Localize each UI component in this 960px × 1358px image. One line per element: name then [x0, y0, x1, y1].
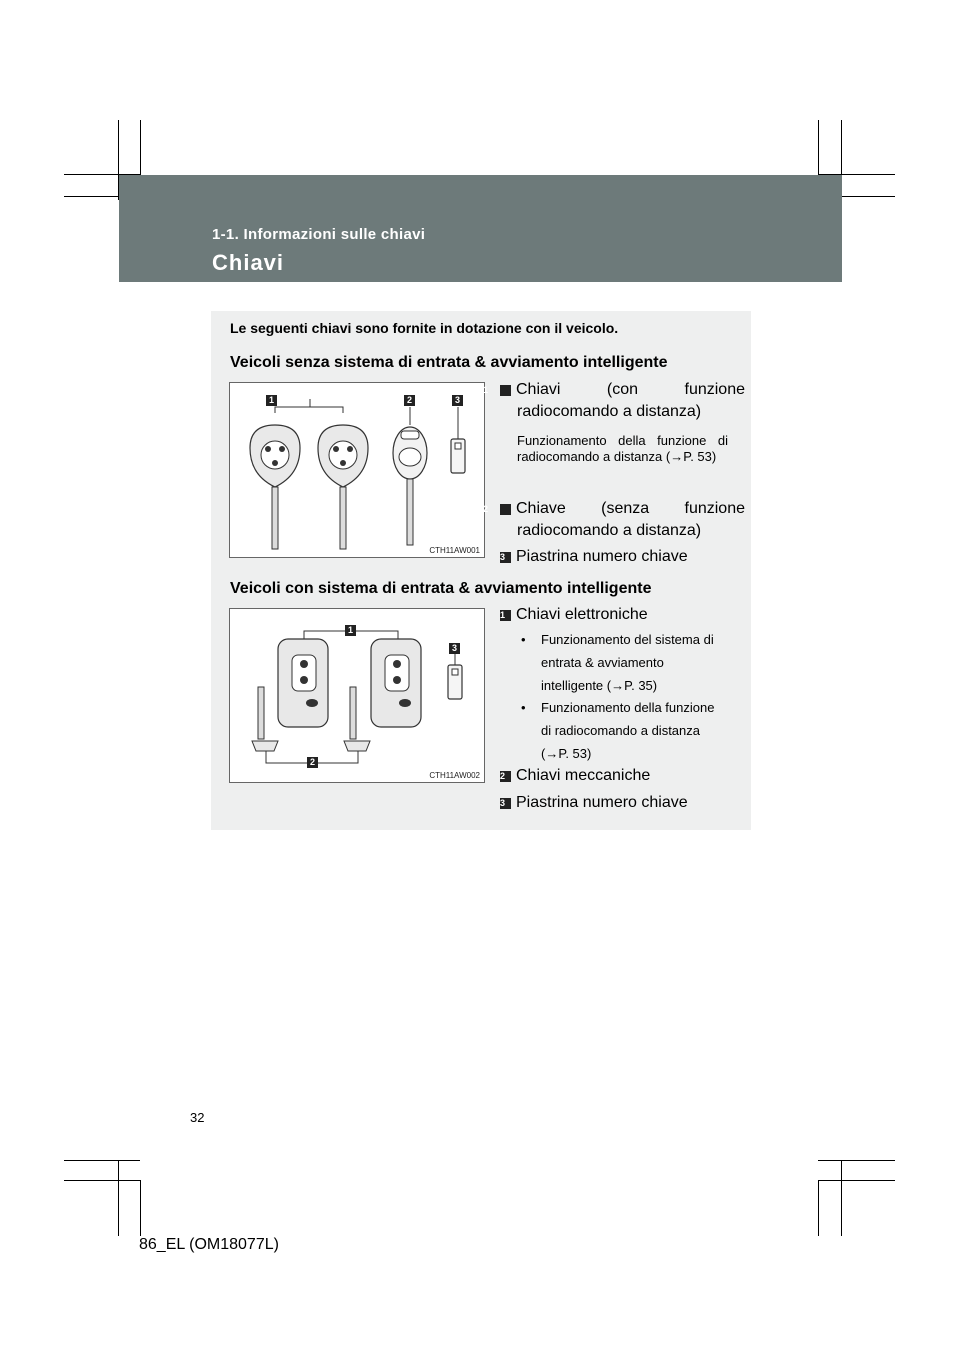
section1-heading: Veicoli senza sistema di entrata & avviamento intelligente — [230, 354, 668, 371]
item-key-without-remote — [483, 498, 745, 542]
item-label: Chiavi meccaniche — [516, 767, 651, 784]
smart-keys-illustration — [230, 609, 486, 784]
crop-mark — [64, 1160, 140, 1161]
page-number: 32 — [190, 1110, 205, 1125]
crop-mark — [118, 1160, 119, 1236]
item-description: Funzionamento della funzione di radiocomando a distanza (→P. 53) — [517, 433, 728, 464]
section2-heading: Veicoli con sistema di entrata & avviamento intelligente — [230, 580, 652, 597]
item-keys-with-remote — [483, 379, 745, 423]
bullet-text: Funzionamento della funzione di radiocomando a distanza (→P. 53) — [541, 700, 715, 761]
keys-illustration — [230, 383, 486, 559]
item-label: Chiave (senza funzione radiocomando a distanza) — [516, 500, 745, 539]
figure-code: CTH11AW001 — [429, 546, 480, 555]
figure-code: CTH11AW002 — [429, 771, 480, 780]
keys-figure-smart — [229, 608, 485, 783]
crop-mark — [841, 1160, 842, 1236]
page-title: Chiavi — [212, 250, 285, 275]
item-number: 1 — [500, 385, 511, 396]
document-code: 86_EL (OM18077L) — [139, 1236, 279, 1253]
crop-mark — [818, 1160, 895, 1161]
item-key-number-plate — [500, 546, 728, 568]
keys-figure-standard — [229, 382, 485, 558]
item-smart-keys — [500, 604, 728, 626]
callout-1: 1 — [266, 395, 277, 406]
item-number: 3 — [500, 798, 511, 809]
callout-2: 2 — [404, 395, 415, 406]
callout-2: 2 — [307, 757, 318, 768]
item-label: Chiavi (con funzione radiocomando a distanza) — [516, 381, 745, 420]
callout-3: 3 — [449, 643, 460, 654]
crop-mark — [140, 1180, 141, 1236]
item-number: 1 — [500, 610, 511, 621]
callout-3: 3 — [452, 395, 463, 406]
bullet-mark: • — [521, 632, 526, 647]
item-label: Chiavi elettroniche — [516, 606, 648, 623]
crop-mark — [818, 1180, 895, 1181]
section-label: 1-1. Informazioni sulle chiavi — [212, 226, 426, 243]
callout-1: 1 — [345, 625, 356, 636]
bullet-smart-entry — [521, 628, 728, 697]
item-number: 2 — [500, 771, 511, 782]
intro-text: Le seguenti chiavi sono fornite in dotazione con il veicolo. — [230, 320, 619, 336]
bullet-remote-control — [521, 696, 728, 765]
bullet-text: Funzionamento del sistema di entrata & avviamento intelligente (→P. 35) — [541, 632, 714, 693]
item-number: 2 — [500, 504, 511, 515]
item-key-number-plate — [500, 792, 728, 814]
item-label: Piastrina numero chiave — [516, 548, 688, 565]
crop-mark — [818, 1180, 819, 1236]
bullet-mark: • — [521, 700, 526, 715]
crop-mark — [64, 1180, 140, 1181]
item-label: Piastrina numero chiave — [516, 794, 688, 811]
item-mechanical-keys — [500, 765, 728, 787]
item-number: 3 — [500, 552, 511, 563]
